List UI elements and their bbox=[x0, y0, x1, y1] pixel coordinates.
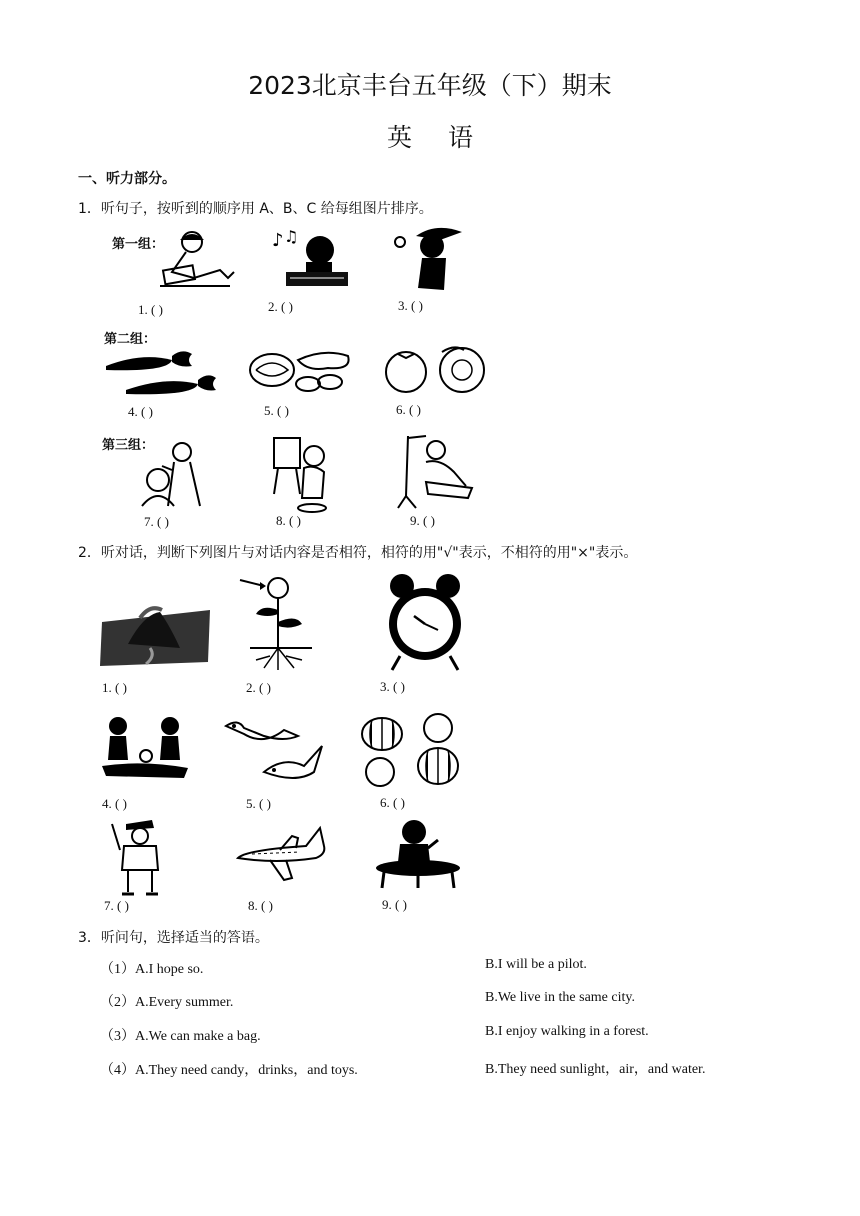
subject-title: 英语 bbox=[386, 123, 509, 152]
q3-option-4a: （4）A.They need candy，drinks，and toys. bbox=[100, 1063, 358, 1078]
q3-option-3b: B.I enjoy walking in a forest. bbox=[485, 1024, 649, 1039]
q3-option-2a: （2）A.Every summer. bbox=[100, 995, 234, 1010]
haircut-icon bbox=[138, 440, 210, 510]
q2-item-3: 3. ( ) bbox=[380, 679, 405, 694]
q3-option-2b: B.We live in the same city. bbox=[485, 990, 635, 1005]
svg-text:♫: ♫ bbox=[284, 227, 299, 246]
boy-piano-icon bbox=[272, 228, 352, 290]
q3-option-3a: （3）A.We can make a bag. bbox=[100, 1029, 261, 1044]
q2-item-9: 9. ( ) bbox=[382, 897, 407, 912]
boy-baseball-icon bbox=[392, 224, 472, 296]
group-label-1: 第一组： bbox=[112, 237, 165, 252]
boy-trampoline-icon bbox=[374, 818, 464, 888]
tomatoes-icon bbox=[384, 344, 490, 396]
q1-item-7: 7. ( ) bbox=[144, 514, 169, 529]
q3-option-1b: B.I will be a pilot. bbox=[485, 957, 587, 972]
pumpkins-icon bbox=[358, 710, 464, 788]
q1-item-8: 8. ( ) bbox=[276, 513, 301, 528]
policeman-icon bbox=[108, 814, 170, 898]
alarm-clock-icon bbox=[386, 572, 464, 674]
page-title: 2023北京丰台五年级（下）期末 bbox=[248, 71, 612, 100]
carrots-icon bbox=[102, 346, 220, 402]
q2-item-4: 4. ( ) bbox=[102, 796, 127, 811]
group-label-2: 第二组： bbox=[104, 332, 157, 347]
lizard-bird-icon bbox=[224, 716, 324, 788]
q3-option-1a: （1）A.I hope so. bbox=[100, 962, 204, 977]
volcano-icon bbox=[100, 604, 212, 666]
q3-prompt: 3．听问句，选择适当的答语。 bbox=[78, 930, 269, 946]
q1-prompt: 1．听句子，按听到的顺序用 A、B、C 给每组图片排序。 bbox=[78, 201, 433, 217]
q3-option-4b: B.They need sunlight，air，and water. bbox=[485, 1062, 706, 1077]
painter-icon bbox=[268, 434, 334, 514]
section-heading: 一、听力部分。 bbox=[78, 171, 176, 187]
q2-item-2: 2. ( ) bbox=[246, 680, 271, 695]
q2-item-1: 1. ( ) bbox=[102, 680, 127, 695]
airplane-icon bbox=[236, 822, 326, 884]
svg-text:♪: ♪ bbox=[272, 230, 284, 251]
q2-item-7: 7. ( ) bbox=[104, 898, 129, 913]
q2-item-8: 8. ( ) bbox=[248, 898, 273, 913]
plant-roots-icon bbox=[240, 574, 322, 672]
q1-item-9: 9. ( ) bbox=[410, 513, 435, 528]
q1-item-2: 2. ( ) bbox=[268, 299, 293, 314]
q2-prompt: 2．听对话，判断下列图片与对话内容是否相符，相符的用"√"表示，不相符的用"×"表示。 bbox=[78, 545, 638, 561]
group-label-3: 第三组： bbox=[102, 438, 155, 453]
dentist-icon bbox=[396, 432, 478, 512]
q1-item-6: 6. ( ) bbox=[396, 402, 421, 417]
q2-item-5: 5. ( ) bbox=[246, 796, 271, 811]
q1-item-1: 1. ( ) bbox=[138, 302, 163, 317]
q1-item-3: 3. ( ) bbox=[398, 298, 423, 313]
boy-reading-icon bbox=[150, 228, 240, 294]
q2-item-6: 6. ( ) bbox=[380, 795, 405, 810]
peanuts-icon bbox=[248, 348, 352, 396]
kids-soccer-icon bbox=[102, 714, 188, 780]
q1-item-5: 5. ( ) bbox=[264, 403, 289, 418]
q1-item-4: 4. ( ) bbox=[128, 404, 153, 419]
